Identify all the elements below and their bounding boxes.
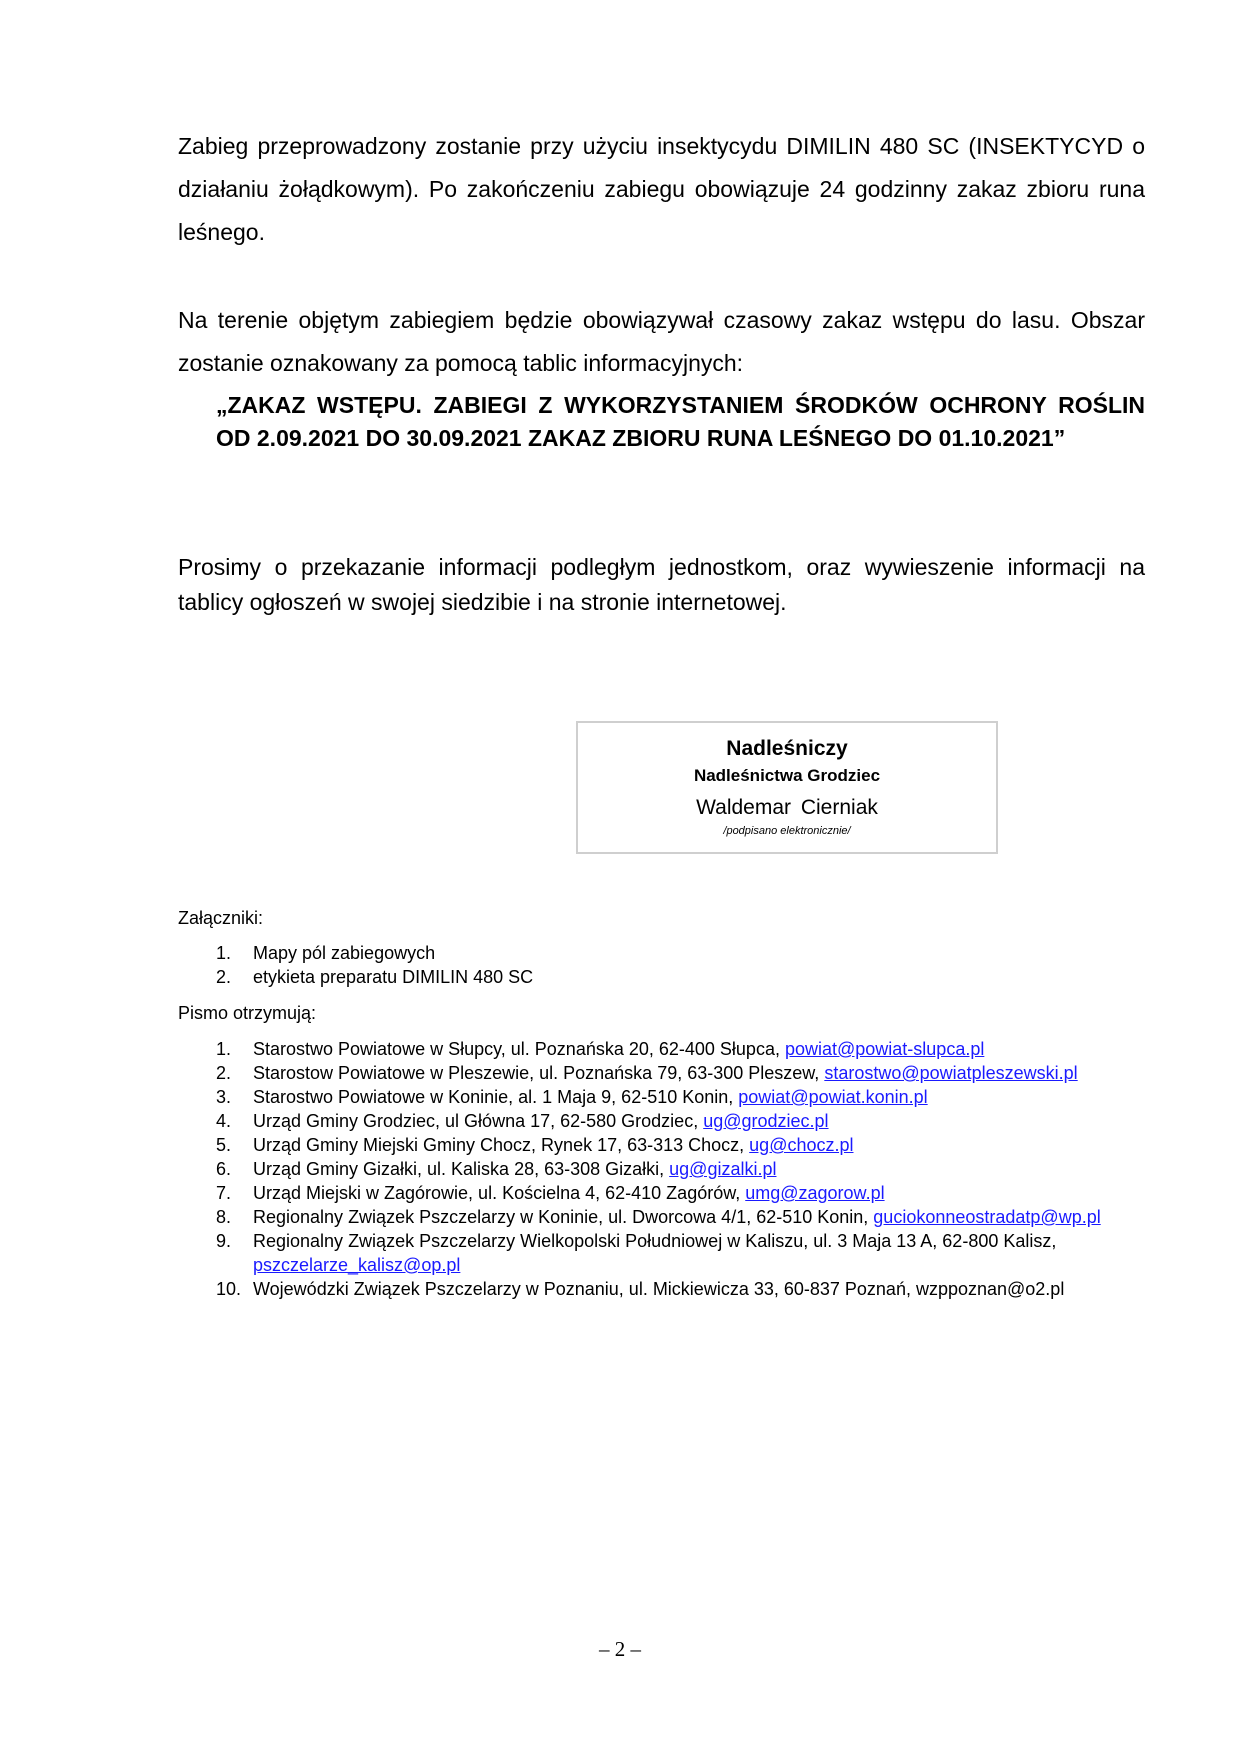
recipient-address: Urząd Gminy Grodziec, ul Główna 17, 62-580 Grodziec, [253, 1111, 704, 1131]
list-item [0, 1205, 1118, 1229]
list-item-number: 3. [216, 1087, 232, 1107]
list-item [0, 1085, 1118, 1109]
page-number: – 2 – [599, 1637, 641, 1661]
list-item [0, 941, 1118, 965]
attachments-heading: Załączniki: [178, 908, 264, 928]
list-item-number: 5. [216, 1135, 232, 1155]
attachments-list [0, 941, 1118, 989]
list-item-number: 10. [216, 1279, 242, 1299]
recipient-address: Urząd Miejski w Zagórowie, ul. Kościelna 4, 62-410 Zagórów, [253, 1183, 746, 1203]
email-link[interactable]: umg@zagorow.pl [745, 1183, 885, 1203]
recipient-address: Urząd Gminy Miejski Gminy Chocz, Rynek 17, 63-313 Chocz, [253, 1135, 750, 1155]
list-item-number: 2. [216, 967, 232, 987]
list-item-number: 6. [216, 1159, 232, 1179]
list-item-number: 4. [216, 1111, 232, 1131]
signature-note: /podpisano elektronicznie/ [723, 825, 851, 837]
email-link[interactable]: powiat@powiat.konin.pl [738, 1087, 928, 1107]
list-item-number: 8. [216, 1207, 232, 1227]
signature-name: Waldemar Cierniak [696, 796, 878, 819]
list-item [0, 1157, 1118, 1181]
email-link[interactable]: starostwo@powiatpleszewski.pl [824, 1063, 1078, 1083]
email-link[interactable]: pszczelarze_kalisz@op.pl [253, 1255, 461, 1275]
list-item-number: 2. [216, 1063, 232, 1083]
list-item-number: 7. [216, 1183, 232, 1203]
paragraph-request: Prosimy o przekazanie informacji podległym jednostkom, oraz wywieszenie informacji na tablicy ogłoszeń w swojej siedzibie i na stronie internetowej. [178, 554, 1145, 615]
list-item-number: 9. [216, 1231, 232, 1251]
list-item [0, 1109, 1118, 1133]
list-item-text: Mapy pól zabiegowych [253, 943, 436, 963]
list-item [0, 1277, 1118, 1301]
recipient-address: Starostwo Powiatowe w Słupcy, ul. Poznańska 20, 62-400 Słupca, [253, 1039, 785, 1059]
email-link[interactable]: ug@grodziec.pl [703, 1111, 829, 1131]
recipient-address: Regionalny Związek Pszczelarzy Wielkopolski Południowej w Kaliszu, ul. 3 Maja 13 A, 62-800 Kalisz, [253, 1231, 1057, 1251]
list-item [0, 965, 1118, 989]
recipient-address: Urząd Gminy Gizałki, ul. Kaliska 28, 63-308 Gizałki, [253, 1159, 670, 1179]
recipient-address: Starostow Powiatowe w Pleszewie, ul. Poznańska 79, 63-300 Pleszew, [253, 1063, 825, 1083]
email-link[interactable]: powiat@powiat-slupca.pl [784, 1039, 985, 1059]
email-link[interactable]: ug@gizalki.pl [669, 1159, 777, 1179]
list-item-number: 1. [216, 1039, 232, 1059]
list-item [0, 1229, 1118, 1277]
signature-block [576, 721, 998, 854]
email-link[interactable]: ug@chocz.pl [749, 1135, 854, 1155]
recipient-address: Starostwo Powiatowe w Koninie, al. 1 Maja 9, 62-510 Konin, [253, 1087, 739, 1107]
list-item [0, 1133, 1118, 1157]
list-item [0, 1037, 1118, 1061]
list-item [0, 1061, 1118, 1085]
signature-organization: Nadleśnictwa Grodziec [693, 766, 881, 785]
paragraph-treatment-info: Zabieg przeprowadzony zostanie przy użyciu insektycydu DIMILIN 480 SC (INSEKTYCYD o działaniu żołądkowym). Po zakończeniu zabiegu obowiązuje 24 godzinny zakaz zbioru runa leśnego. [178, 133, 1145, 245]
list-item [0, 1181, 1118, 1205]
email-link[interactable]: guciokonneostradatp@wp.pl [873, 1207, 1101, 1227]
recipients-list [0, 1037, 1118, 1301]
recipient-address: Regionalny Związek Pszczelarzy w Koninie, ul. Dworcowa 4/1, 62-510 Konin, [253, 1207, 874, 1227]
paragraph-entry-ban: Na terenie objętym zabiegiem będzie obowiązywał czasowy zakaz wstępu do lasu. Obszar zostanie oznakowany za pomocą tablic informacyjnych: [178, 307, 1145, 376]
recipients-heading: Pismo otrzymują: [178, 1003, 317, 1023]
list-item-text: etykieta preparatu DIMILIN 480 SC [253, 967, 534, 987]
signature-title: Nadleśniczy [726, 737, 848, 760]
email-text: wzppoznan@o2.pl [915, 1279, 1065, 1299]
notice-sign-text: „ZAKAZ WSTĘPU. ZABIEGI Z WYKORZYSTANIEM ŚRODKÓW OCHRONY ROŚLIN OD 2.09.2021 DO 30.09.2021 ZAKAZ ZBIORU RUNA LEŚNEGO DO 01.10.2021” [216, 392, 1145, 451]
recipient-address: Wojewódzki Związek Pszczelarzy w Poznaniu, ul. Mickiewicza 33, 60-837 Poznań, [253, 1279, 916, 1299]
list-item-number: 1. [216, 943, 232, 963]
